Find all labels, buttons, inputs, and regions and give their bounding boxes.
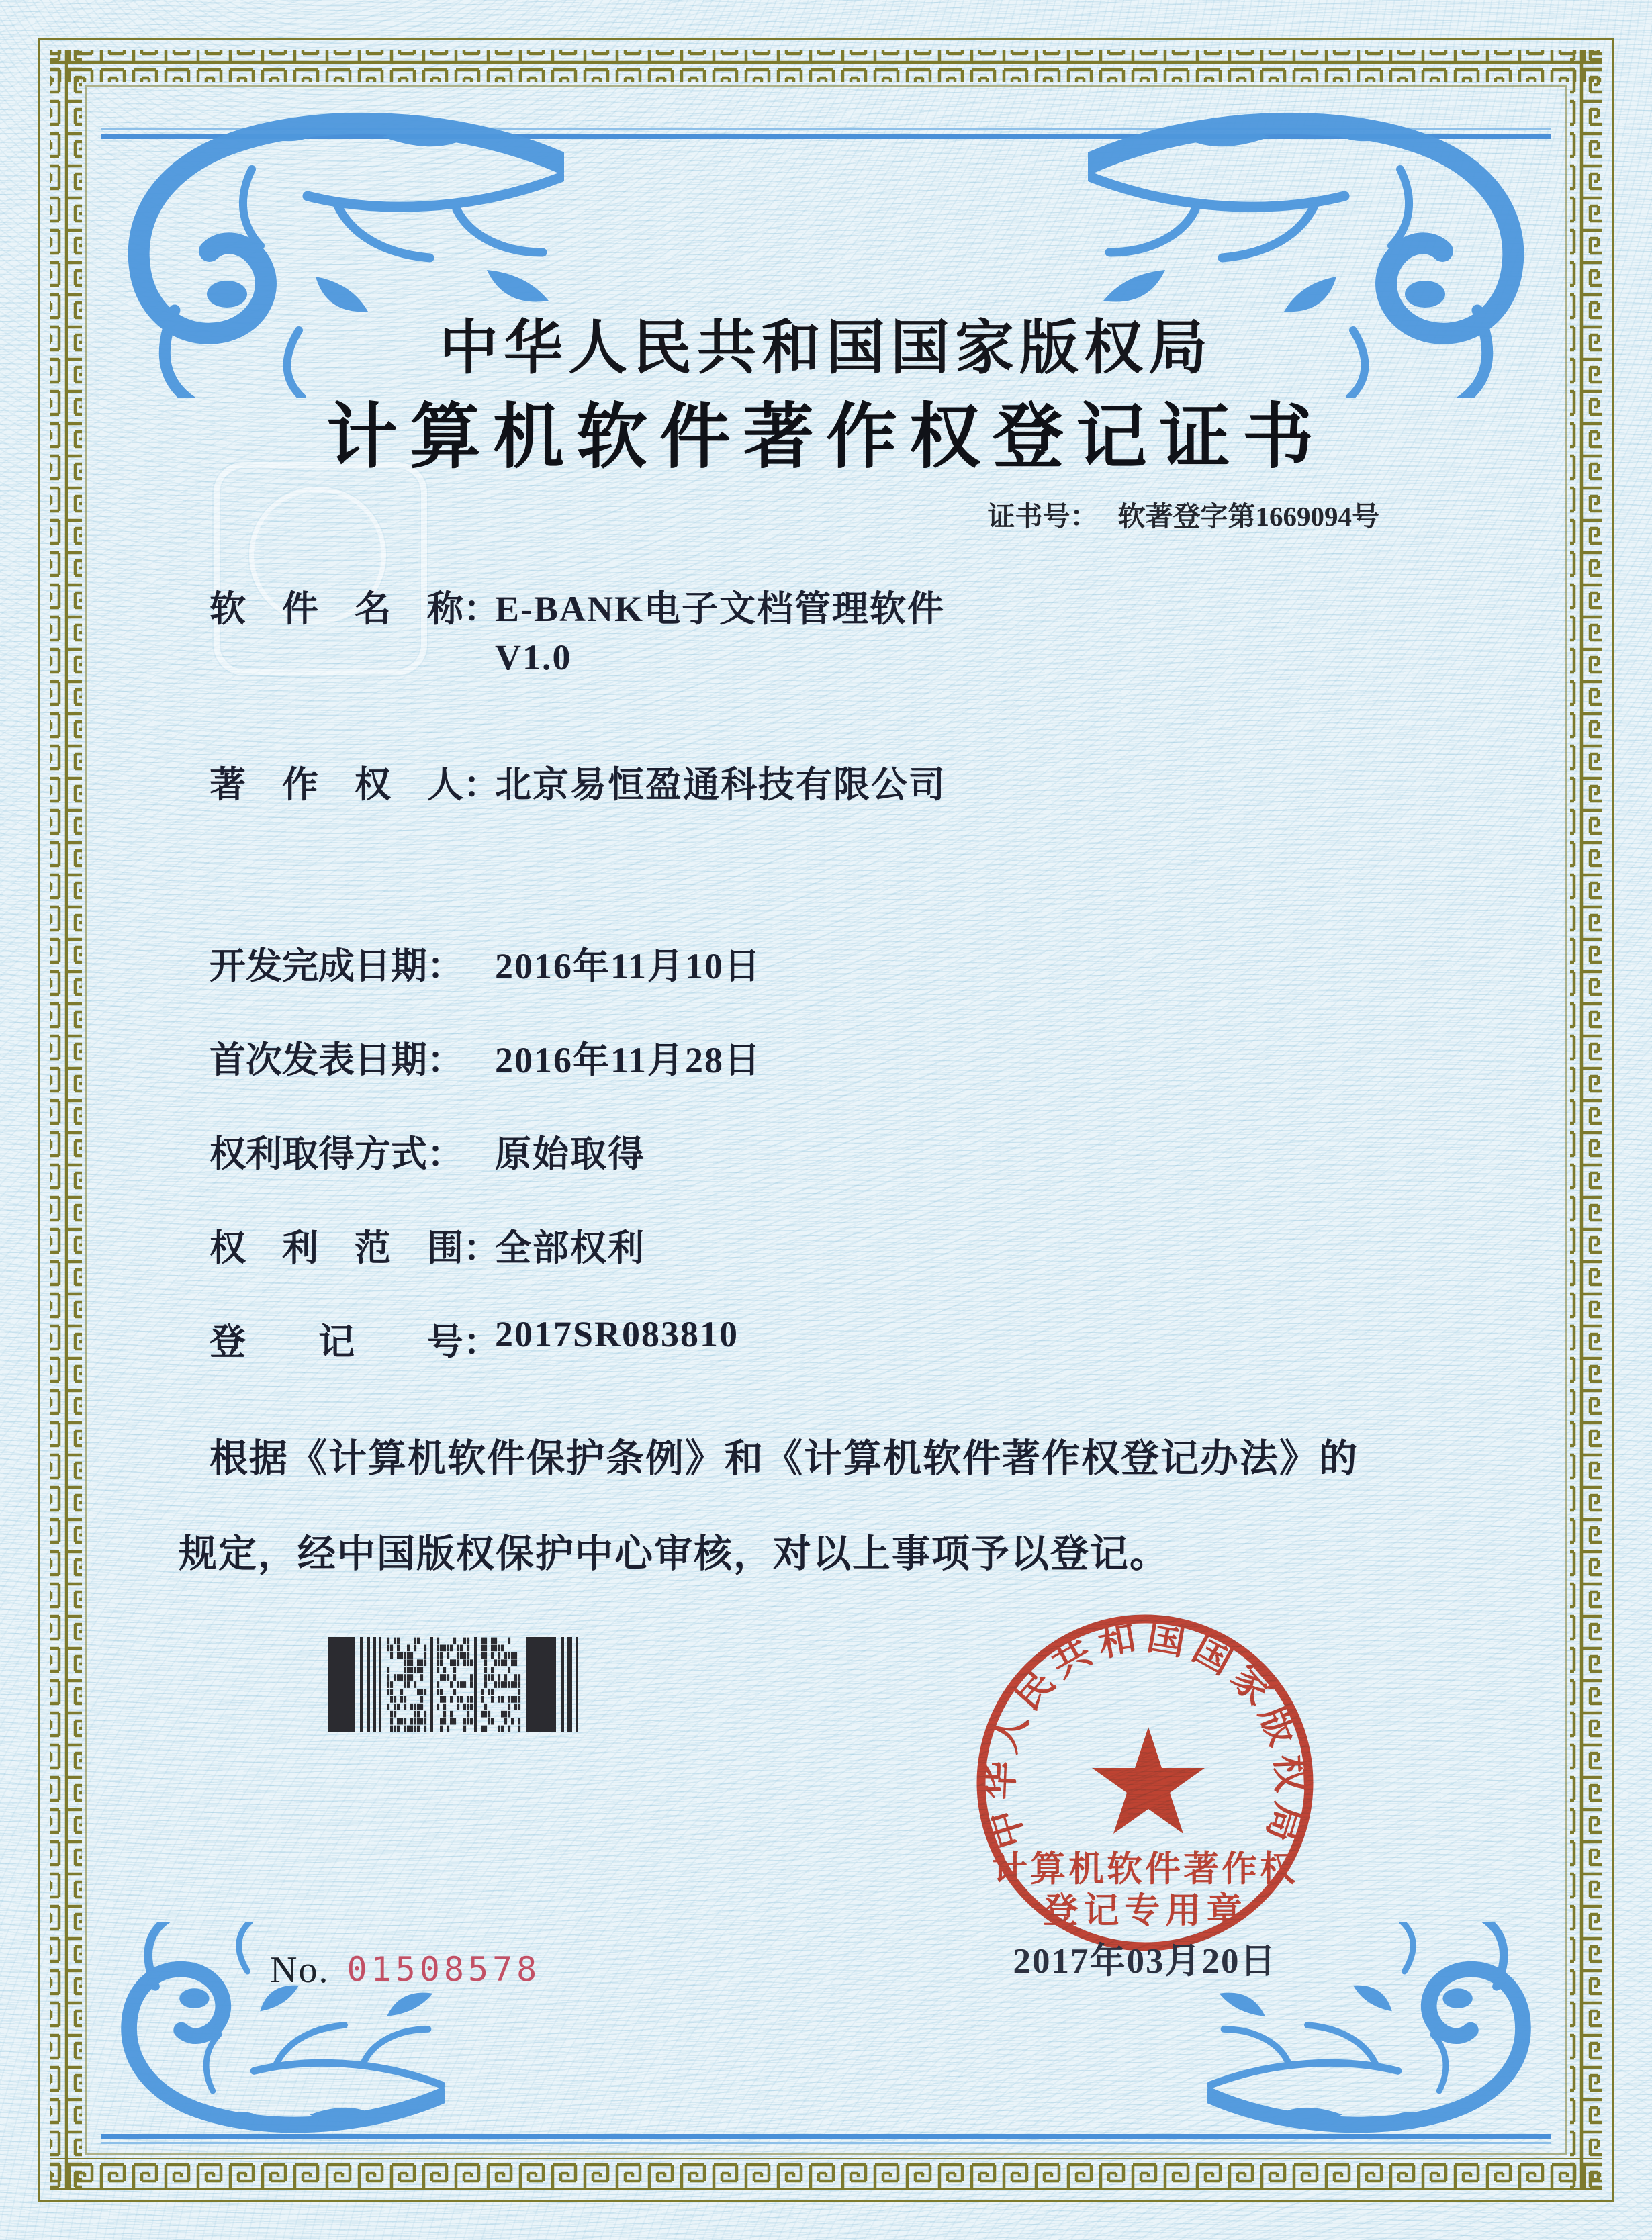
issue-date: 2017年03月20日	[1013, 1942, 1277, 1981]
field-rights-acquisition-method	[0, 1125, 1652, 1179]
certificate-number-value: 软著登字第1669094号	[1117, 501, 1379, 532]
field-label: 首次发表日期：	[210, 1040, 463, 1080]
field-value: 全部权利	[495, 1228, 645, 1268]
field-label: 登 记 号：	[210, 1322, 500, 1362]
field-label: 权 利 范 围：	[210, 1228, 500, 1268]
field-value: 北京易恒盈通科技有限公司	[495, 765, 946, 805]
field-value: 2017SR083810	[495, 1314, 739, 1354]
seal-ring-text: 中华人民共和国国家版权局	[978, 1615, 1312, 1854]
field-copyright-owner	[0, 756, 1652, 810]
field-value: 2016年11月28日	[495, 1040, 762, 1080]
barcode	[328, 1637, 583, 1732]
field-value: E-BANK电子文档管理软件	[495, 589, 946, 629]
seal-caption-line-1: 计算机软件著作权	[992, 1850, 1298, 1889]
field-label: 软 件 名 称：	[210, 589, 500, 629]
field-label: 开发完成日期：	[210, 946, 463, 986]
certificate-number	[988, 494, 1380, 534]
serial-number-label: No.	[270, 1949, 330, 1991]
seal-caption-line-2: 登记专用章	[1042, 1892, 1248, 1930]
official-seal	[964, 1601, 1326, 1964]
field-software-name	[0, 580, 1652, 678]
field-first-publication-date	[0, 1031, 1652, 1085]
certificate-number-label: 证书号：	[987, 501, 1098, 532]
field-value: 2016年11月10日	[495, 946, 762, 986]
field-dev-completion-date	[0, 937, 1652, 991]
statement-line-1: 根据《计算机软件保护条例》和《计算机软件著作权登记办法》的	[210, 1438, 1359, 1480]
watermark-emblem	[214, 462, 427, 675]
certificate-title: 计算机软件著作权登记证书	[326, 398, 1326, 477]
statement-line-2: 规定，经中国版权保护中心审核，对以上事项予以登记。	[179, 1533, 1169, 1575]
serial-number-value: 01508578	[347, 1950, 541, 1989]
issuer-title: 中华人民共和国国家版权局	[439, 316, 1213, 381]
svg-text:中华人民共和国国家版权局	[978, 1616, 1312, 1853]
field-value-line2: V1.0	[495, 637, 572, 678]
serial-number	[270, 1949, 541, 1992]
bottom-rule-line-light	[101, 2142, 1551, 2144]
field-registration-number	[0, 1313, 1652, 1367]
seal-star-icon	[1092, 1727, 1205, 1834]
field-value: 原始取得	[495, 1134, 645, 1174]
field-rights-scope	[0, 1219, 1652, 1273]
field-label: 权利取得方式：	[210, 1134, 463, 1174]
field-label: 著 作 权 人：	[210, 765, 500, 805]
pdf417-barcode-graphic	[328, 1637, 583, 1732]
